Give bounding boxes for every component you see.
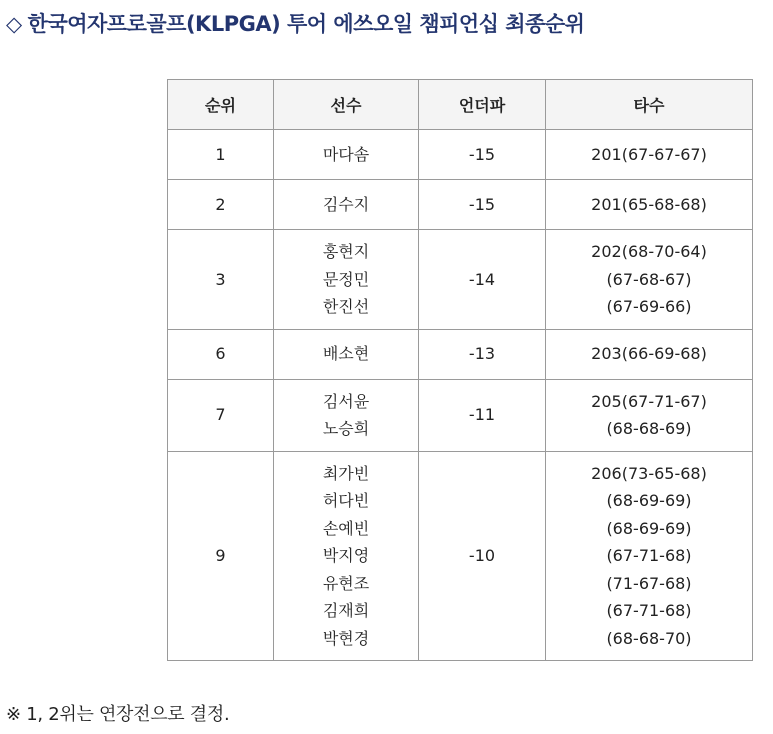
footnote: ※ 1, 2위는 연장전으로 결정. [6, 704, 230, 725]
strokes-cell [546, 379, 753, 451]
strokes-value: (67-69-66) [606, 297, 692, 316]
rank-cell: 6 [168, 329, 274, 379]
player-name: 박지영 [322, 546, 370, 565]
player-name: 배소현 [322, 344, 370, 364]
player-name: 허다빈 [322, 491, 370, 510]
strokes-cell [546, 329, 753, 379]
strokes-value: 202(68-70-64) [591, 242, 707, 261]
table-row [168, 180, 753, 230]
player-name: 마다솜 [322, 144, 370, 164]
rank-cell: 3 [168, 230, 274, 330]
rank-cell: 2 [168, 180, 274, 230]
under-par-cell: -14 [419, 230, 546, 330]
strokes-value: (67-71-68) [606, 601, 692, 620]
player-name: 김수지 [322, 194, 370, 214]
table-row [168, 379, 753, 451]
strokes-value: (68-69-69) [606, 491, 692, 510]
diamond-icon: ◇ [6, 12, 22, 36]
rank-cell: 1 [168, 130, 274, 180]
strokes-value: (67-68-67) [606, 269, 692, 289]
strokes-cell [546, 130, 753, 180]
column-header-rank: 순위 [168, 80, 274, 130]
rank-cell: 7 [168, 379, 274, 451]
player-name: 손예빈 [322, 518, 370, 538]
under-par-cell: -13 [419, 329, 546, 379]
player-name: 한진선 [322, 297, 370, 316]
under-par-cell: -15 [419, 130, 546, 180]
strokes-value: (68-69-69) [606, 518, 692, 538]
table-row [168, 230, 753, 330]
standings-table [167, 79, 753, 661]
player-cell [274, 329, 419, 379]
under-par-cell: -15 [419, 180, 546, 230]
strokes-value: 203(66-69-68) [591, 344, 707, 364]
player-cell [274, 379, 419, 451]
page-title-text: 한국여자프로골프(KLPGA) 투어 에쓰오일 챔피언십 최종순위 [27, 12, 585, 36]
player-cell [274, 451, 419, 661]
column-header-under-par: 언더파 [419, 80, 546, 130]
strokes-value: 201(67-67-67) [591, 144, 707, 164]
strokes-value: (68-68-69) [606, 419, 692, 438]
player-name: 노승희 [322, 419, 370, 438]
player-name: 김재희 [322, 601, 370, 620]
player-cell [274, 230, 419, 330]
table-row [168, 451, 753, 661]
under-par-cell: -10 [419, 451, 546, 661]
table-row [168, 130, 753, 180]
strokes-cell [546, 230, 753, 330]
strokes-value: 201(65-68-68) [591, 194, 707, 214]
table-row [168, 329, 753, 379]
strokes-cell [546, 451, 753, 661]
strokes-value: (68-68-70) [606, 628, 692, 648]
player-name: 최가빈 [322, 463, 370, 483]
rank-cell: 9 [168, 451, 274, 661]
player-name: 문정민 [322, 269, 370, 289]
player-cell [274, 130, 419, 180]
strokes-value: (71-67-68) [606, 573, 692, 593]
player-name: 유현조 [322, 573, 370, 593]
strokes-value: (67-71-68) [606, 546, 692, 565]
strokes-value: 206(73-65-68) [591, 463, 707, 483]
column-header-strokes: 타수 [546, 80, 753, 130]
player-name: 박현경 [322, 628, 370, 648]
table-header-row [168, 80, 753, 130]
strokes-cell [546, 180, 753, 230]
page-title [6, 8, 584, 38]
column-header-player: 선수 [274, 80, 419, 130]
player-name: 김서윤 [322, 391, 370, 411]
player-name: 홍현지 [322, 242, 370, 261]
under-par-cell: -11 [419, 379, 546, 451]
player-cell [274, 180, 419, 230]
strokes-value: 205(67-71-67) [591, 391, 707, 411]
